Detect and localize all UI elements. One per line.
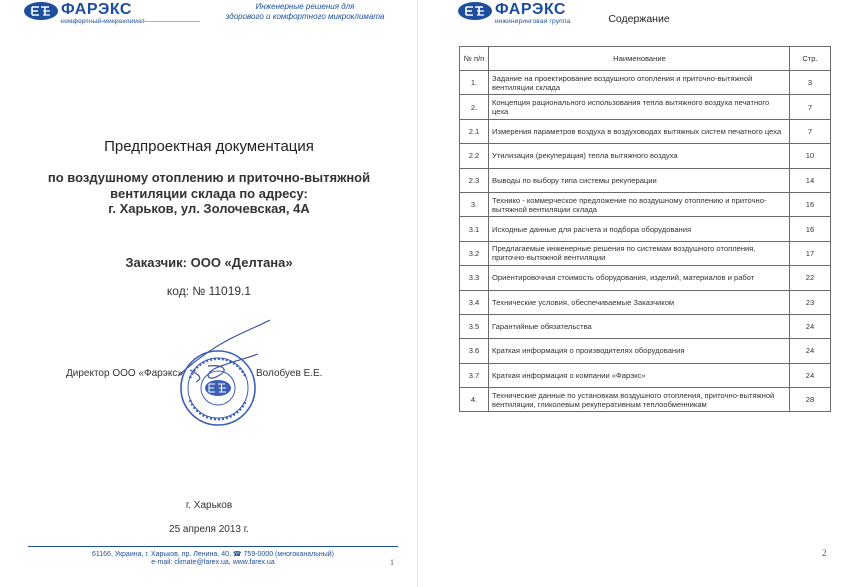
- table-row: [460, 290, 831, 314]
- company-stamp-icon: [178, 348, 258, 428]
- row-page: 7: [790, 119, 831, 143]
- row-page: 7: [790, 95, 831, 119]
- footer-address: 61166, Украина, г. Харьков, пр. Ленина, 40, ☎ 759-0000 (многоканальный): [92, 551, 334, 558]
- column-header-num: № п/п: [460, 47, 489, 71]
- row-page: 10: [790, 144, 831, 168]
- director-title: Директор ООО «Фарэкс»: [66, 368, 183, 379]
- row-name: Ориентировочная стоимость оборудования, изделий, материалов и работ: [489, 266, 790, 290]
- subject-line-2: вентиляции склада по адресу:: [110, 185, 308, 201]
- row-num: 3.7: [460, 363, 489, 387]
- row-page: 23: [790, 290, 831, 314]
- row-page: 24: [790, 339, 831, 363]
- table-row: [460, 363, 831, 387]
- row-page: 3: [790, 71, 831, 95]
- table-row: [460, 217, 831, 241]
- page-number: 1: [390, 558, 394, 567]
- row-name: Выводы по выбору типа системы рекуперации: [489, 168, 790, 192]
- row-name: Технико - коммерческое предложение по воздушному отоплению и приточно-вытяжной вентиляции склада: [489, 192, 790, 216]
- row-name: Задание на проектирование воздушного отопления и приточно-вытяжной вентиляции склада: [489, 71, 790, 95]
- table-row: [460, 266, 831, 290]
- header-rule: [60, 21, 200, 22]
- table-header-row: [460, 47, 831, 71]
- footer-contacts: e-mail: climate@farex.ua, www.farex.ua: [151, 559, 275, 566]
- contents-page: [428, 0, 850, 587]
- row-page: 14: [790, 168, 831, 192]
- table-row: [460, 192, 831, 216]
- farex-logo-icon: [24, 2, 58, 20]
- logo-subtitle: [61, 18, 145, 26]
- row-name: Технические данные по установкам воздушного отопления, приточно-вытяжной вентиляции, гликолевым рекуперативным теплообменникам: [489, 388, 790, 412]
- city: г. Харьков: [185, 500, 233, 511]
- row-name: Краткая информация о производителях оборудования: [489, 339, 790, 363]
- logo-name: ФАРЭКС: [61, 1, 132, 18]
- logo-name: ФАРЭКС: [495, 1, 566, 18]
- table-row: [460, 119, 831, 143]
- row-num: 2.3: [460, 168, 489, 192]
- subject-line-1: по воздушному отоплению и приточно-вытяжной: [47, 170, 371, 185]
- row-name: Гарантийные обязательства: [489, 314, 790, 338]
- title-page: [0, 0, 418, 587]
- contents-heading: Содержание: [608, 13, 670, 25]
- table-row: [460, 241, 831, 265]
- row-page: 28: [790, 388, 831, 412]
- document-subject: [0, 170, 418, 217]
- row-num: 1.: [460, 71, 489, 95]
- row-page: 24: [790, 363, 831, 387]
- row-num: 4.: [460, 388, 489, 412]
- date: 25 апреля 2013 г.: [169, 524, 249, 535]
- row-name: Измерения параметров воздуха в воздуховодах вытяжных систем печатного цеха: [489, 119, 790, 143]
- row-page: 22: [790, 266, 831, 290]
- row-num: 3.3: [460, 266, 489, 290]
- table-row: [460, 168, 831, 192]
- row-page: 16: [790, 192, 831, 216]
- table-row: [460, 314, 831, 338]
- director-name: Волобуев Е.Е.: [256, 368, 323, 379]
- document-title: Предпроектная документация: [104, 138, 314, 155]
- subject-line-3: г. Харьков, ул. Золочевская, 4А: [108, 201, 310, 216]
- contents-table: [459, 46, 831, 412]
- row-page: 17: [790, 241, 831, 265]
- row-num: 3.2: [460, 241, 489, 265]
- company-logo: [24, 2, 145, 26]
- tagline-line-1: Инженерные решения для: [255, 2, 355, 11]
- row-num: 2.1: [460, 119, 489, 143]
- row-name: Технические условия, обеспечиваемые Заказчиком: [489, 290, 790, 314]
- row-name: Утилизация (рекуперация) тепла вытяжного воздуха: [489, 144, 790, 168]
- row-page: 16: [790, 217, 831, 241]
- footer-rule: [28, 546, 398, 547]
- table-row: [460, 144, 831, 168]
- table-row: [460, 388, 831, 412]
- logo-subtitle: инжиниринговая группа: [495, 18, 571, 25]
- column-header-page: Стр.: [790, 47, 831, 71]
- row-name: Краткая информация о компании «Фарэкс»: [489, 363, 790, 387]
- row-num: 2.2: [460, 144, 489, 168]
- row-name: Исходные данные для расчета и подбора оборудования: [489, 217, 790, 241]
- tagline: [200, 2, 410, 22]
- column-header-name: Наименование: [489, 47, 790, 71]
- tagline-line-2: здорового и комфортного микроклимата: [225, 12, 385, 21]
- row-num: 2.: [460, 95, 489, 119]
- row-name: Концепция рационального использования тепла вытяжного воздуха печатного цеха: [489, 95, 790, 119]
- document-code: код: № 11019.1: [166, 284, 252, 298]
- table-row: [460, 71, 831, 95]
- row-num: 3.5: [460, 314, 489, 338]
- customer: Заказчик: ООО «Делтана»: [125, 255, 293, 270]
- row-num: 3.1: [460, 217, 489, 241]
- row-num: 3.4: [460, 290, 489, 314]
- row-page: 24: [790, 314, 831, 338]
- row-num: 3.6: [460, 339, 489, 363]
- page-number: 2: [822, 548, 827, 558]
- row-num: 3.: [460, 192, 489, 216]
- table-row: [460, 339, 831, 363]
- row-name: Предлагаемые инженерные решения по системам воздушного отопления, приточно-вытяжной вентиляции: [489, 241, 790, 265]
- table-row: [460, 95, 831, 119]
